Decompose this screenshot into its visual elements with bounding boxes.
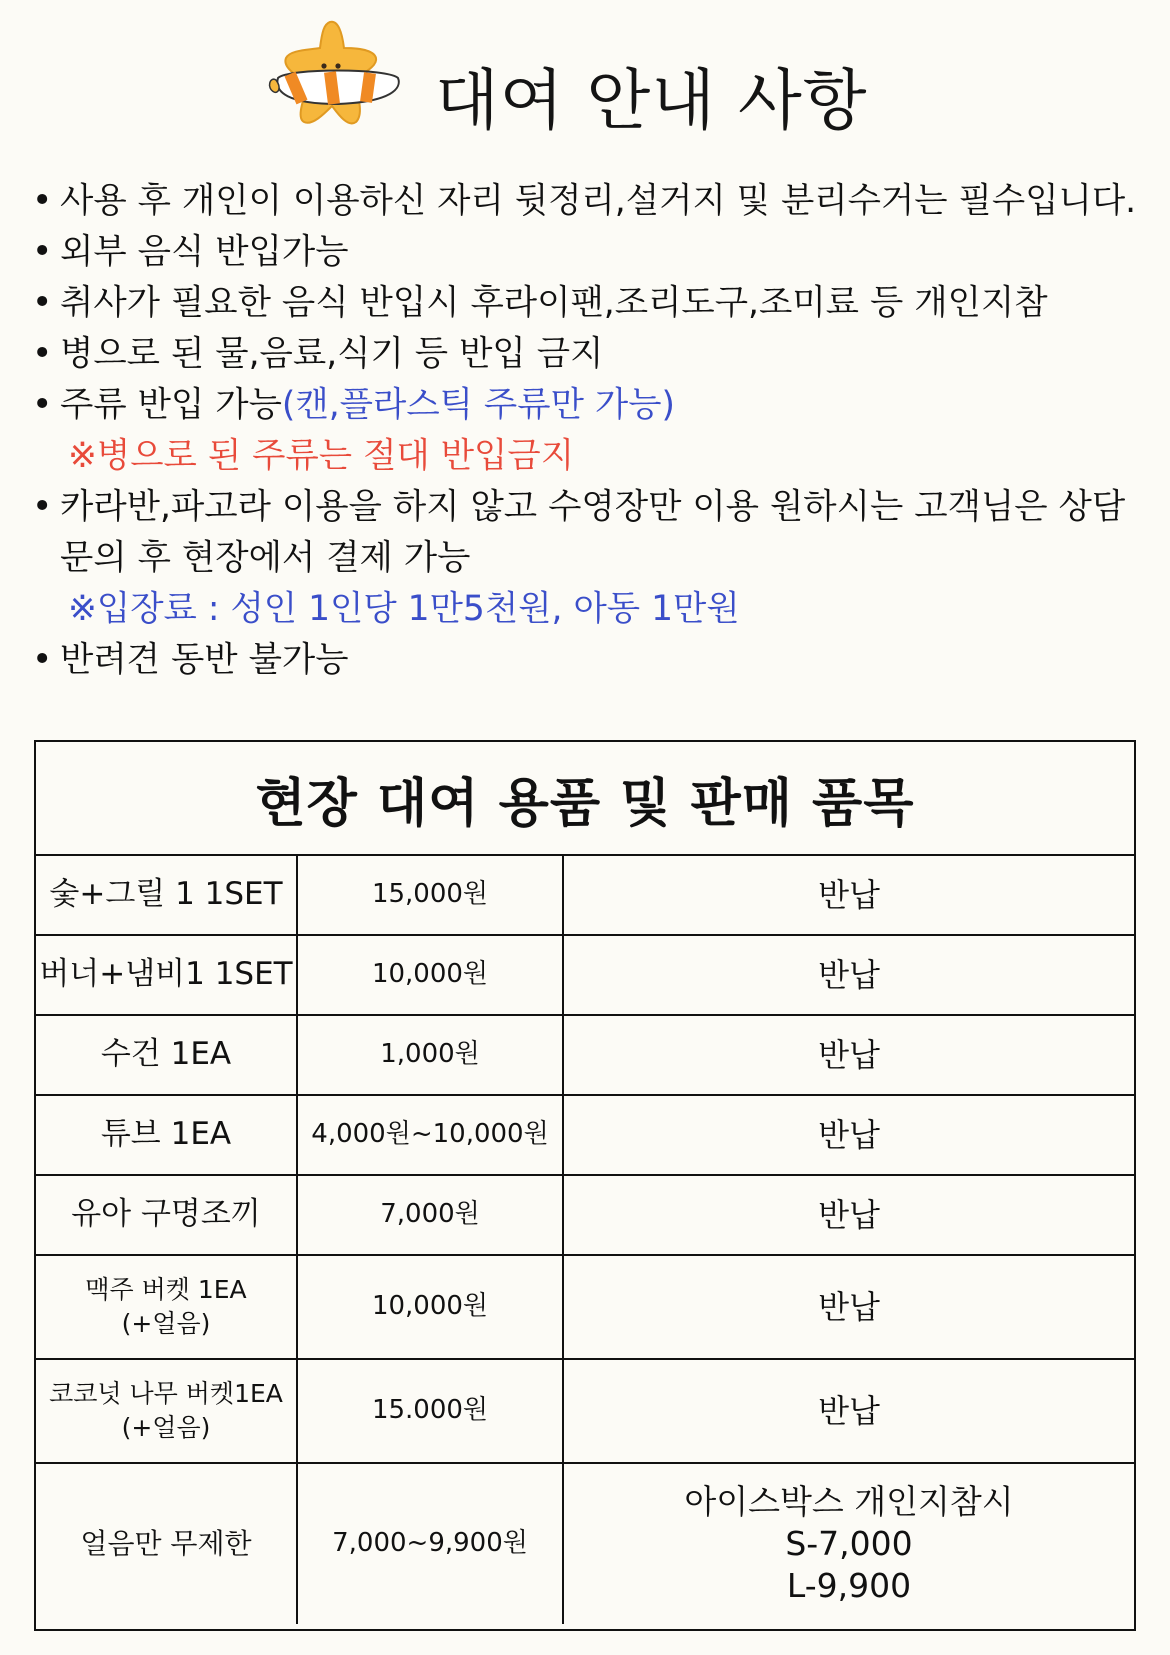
rental-notes-list [28, 176, 1163, 686]
note-cell: 반납 [818, 1287, 880, 1326]
price-cell: 15,000원 [298, 856, 564, 934]
note-cell: 반납 [818, 1195, 880, 1234]
header [0, 12, 1170, 142]
page-title: 대여 안내 사항 [435, 62, 868, 139]
table-row [36, 1016, 1134, 1096]
note-item: • 반려견 동반 불가능 [28, 635, 1163, 686]
price-cell: 10,000원 [298, 936, 564, 1014]
price-cell: 10,000원 [298, 1256, 564, 1358]
item-cell: 코코넛 나무 버켓1EA (+얼음) [36, 1360, 298, 1462]
item-cell: 숯+그릴 1 1SET [36, 856, 298, 934]
note-item: • 외부 음식 반입가능 [28, 227, 1163, 278]
note-cell: 반납 [818, 1035, 880, 1074]
table-row [36, 1256, 1134, 1360]
note-item: • 카라반,파고라 이용을 하지 않고 수영장만 이용 원하시는 고객님은 상담 문의 후 현장에서 결제 가능 [28, 482, 1163, 584]
note-highlight: (캔,플라스틱 주류만 가능) [281, 385, 675, 425]
note-cell: 반납 [818, 875, 880, 914]
price-cell: 1,000원 [298, 1016, 564, 1094]
starfish-mascot-icon [268, 18, 408, 138]
rental-items-table [34, 740, 1136, 1631]
note-cell: 반납 [818, 1391, 880, 1430]
table-row [36, 1464, 1134, 1624]
note-warning: ※병으로 된 주류는 절대 반입금지 [68, 436, 575, 476]
note-item: • 병으로 된 물,음료,식기 등 반입 금지 [28, 329, 1163, 380]
note-cell: 반납 [818, 1115, 880, 1154]
note-cell: 반납 [818, 955, 880, 994]
table-row [36, 1096, 1134, 1176]
table-row [36, 936, 1134, 1016]
note-item: • 취사가 필요한 음식 반입시 후라이팬,조리도구,조미료 등 개인지참 [28, 278, 1163, 329]
price-cell: 7,000~9,900원 [298, 1464, 564, 1624]
price-cell: 7,000원 [298, 1176, 564, 1254]
price-cell: 4,000원~10,000원 [298, 1096, 564, 1174]
table-title: 현장 대여 용품 및 판매 품목 [36, 742, 1134, 856]
item-cell: 얼음만 무제한 [36, 1464, 298, 1624]
note-item: • 주류 반입 가능(캔,플라스틱 주류만 가능) [28, 380, 1163, 431]
note-admission-fee: ※입장료 : 성인 1인당 1만5천원, 아동 1만원 [68, 589, 740, 629]
item-cell: 튜브 1EA [36, 1096, 298, 1174]
table-row [36, 856, 1134, 936]
note-item: • 사용 후 개인이 이용하신 자리 뒷정리,설거지 및 분리수거는 필수입니다. [28, 176, 1163, 227]
item-cell: 버너+냄비1 1SET [36, 936, 298, 1014]
item-cell: 유아 구명조끼 [36, 1176, 298, 1254]
price-cell: 15.000원 [298, 1360, 564, 1462]
item-cell: 맥주 버켓 1EA (+얼음) [36, 1256, 298, 1358]
note-cell: 아이스박스 개인지참시 S-7,000 L-9,900 [684, 1482, 1014, 1605]
item-cell: 수건 1EA [36, 1016, 298, 1094]
table-row [36, 1176, 1134, 1256]
table-row [36, 1360, 1134, 1464]
